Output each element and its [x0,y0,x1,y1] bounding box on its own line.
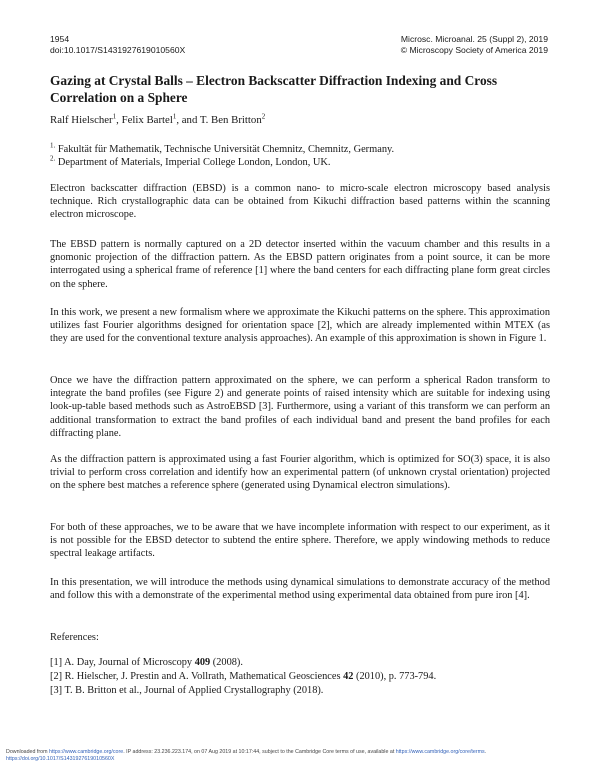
affiliation-2-text: Department of Materials, Imperial College London, London, UK. [55,157,331,168]
affiliation-2-marker: 2. [50,154,56,163]
reference-2-text: [2] R. Hielscher, J. Prestin and A. Vollrath, Mathematical Geosciences [50,671,344,682]
reference-2-year: (2010), p. 773-794. [353,671,437,682]
paragraph-4: Once we have the diffraction pattern approximated on the sphere, we can perform a spherical Radon transform to integrate the band profiles (see Figure 2) and generate points of raised intensity which are suitable for indexing using look-up-table based methods such as AstroEBSD [3]. Furthermore, using a variant of this transform we can perform an additional transformation to extract the band profiles of each individual band and present the band profiles for each diffracting plane. [50,375,550,439]
download-footer [6,749,596,763]
page-header-left [50,34,185,56]
page-header-right [401,34,548,56]
reference-1-year: (2008). [210,657,243,668]
page-number: 1954 [50,34,70,44]
author-2: , Felix Bartel [116,114,173,126]
paragraph-3: In this work, we present a new formalism where we approximate the Kikuchi patterns on the sphere. This approximation utilizes fast Fourier algorithms designed for orientation space [2], which are already implemented within MTEX (as they are used for the conventional texture analysis approaches). An example of this approximation is shown in Figure 1. [50,307,550,345]
references-heading: References: [50,632,99,643]
footer-text-3: . [484,749,487,755]
affiliation-2 [50,156,331,169]
reference-3: [3] T. B. Britton et al., Journal of Applied Crystallography (2018). [50,685,324,696]
reference-1 [50,656,243,669]
reference-2-volume: 42 [343,671,354,682]
affiliation-1-text: Fakultät für Mathematik, Technische Universität Chemnitz, Chemnitz, Germany. [55,144,395,155]
reference-1-volume: 409 [194,657,211,668]
footer-text-1: Downloaded from [6,749,49,755]
paragraph-5: As the diffraction pattern is approximated using a fast Fourier algorithm, which is optimized for SO(3) space, it is also trivial to perform cross correlation and identify how an experimental pattern (of unknown crystal orientation) projected on the sphere best matches a reference sphere (generated using Dynamical electron simulations). [50,454,550,492]
cambridge-core-link[interactable]: https://www.cambridge.org/core [49,749,124,755]
author-1: Ralf Hielscher [50,114,113,126]
terms-link[interactable]: https://www.cambridge.org/core/terms [395,749,485,755]
author-3: , and T. Ben Britton [176,114,262,126]
paragraph-6: For both of these approaches, we to be aware that we have incomplete information with respect to our experiment, as it is not possible for the EBSD detector to subtend the entire sphere. Therefore, we apply windowing methods to reduce spectral leakage artifacts. [50,522,550,560]
paragraph-1: Electron backscatter diffraction (EBSD) is a common nano- to micro-scale electron microscopy based analysis technique. Rich crystallographic data can be obtained from Kikuchi diffraction based patterns within the scanning electron microscope. [50,183,550,221]
author-line [50,114,265,126]
reference-2 [50,670,436,683]
paper-title: Gazing at Crystal Balls – Electron Backscatter Diffraction Indexing and Cross Correlation on a Sphere [50,73,498,105]
author-2-affil: 1 [172,112,177,121]
affiliation-1-marker: 1. [50,141,56,150]
doi-link[interactable]: https://doi.org/10.1017/S1431927619010560X [6,756,115,762]
footer-text-2: . IP address: 23.236.223.174, on 07 Aug 2019 at 10:17:44, subject to the Cambridge Core terms of use, available at [123,749,396,755]
affiliation-1 [50,143,394,156]
doi: doi:10.1017/S1431927619010560X [50,45,186,55]
author-3-affil: 2 [261,112,266,121]
reference-1-text: [1] A. Day, Journal of Microscopy [50,657,195,668]
paragraph-7: In this presentation, we will introduce the methods using dynamical simulations to demonstrate accuracy of the method and follow this with a demonstrate of the experimental method using experimental data obtained from pure iron [4]. [50,577,550,602]
copyright-notice: © Microscopy Society of America 2019 [400,45,548,55]
author-1-affil: 1 [112,112,117,121]
paragraph-2: The EBSD pattern is normally captured on a 2D detector inserted within the vacuum chamber and this results in a gnomonic projection of the diffraction pattern. As the EBSD pattern originates from a point source, it can be more interrogated using a spherical frame of reference [1] where the band centers for each diffracting plane form great circles on the sphere. [50,239,550,290]
journal-citation: Microsc. Microanal. 25 (Suppl 2), 2019 [400,34,548,44]
